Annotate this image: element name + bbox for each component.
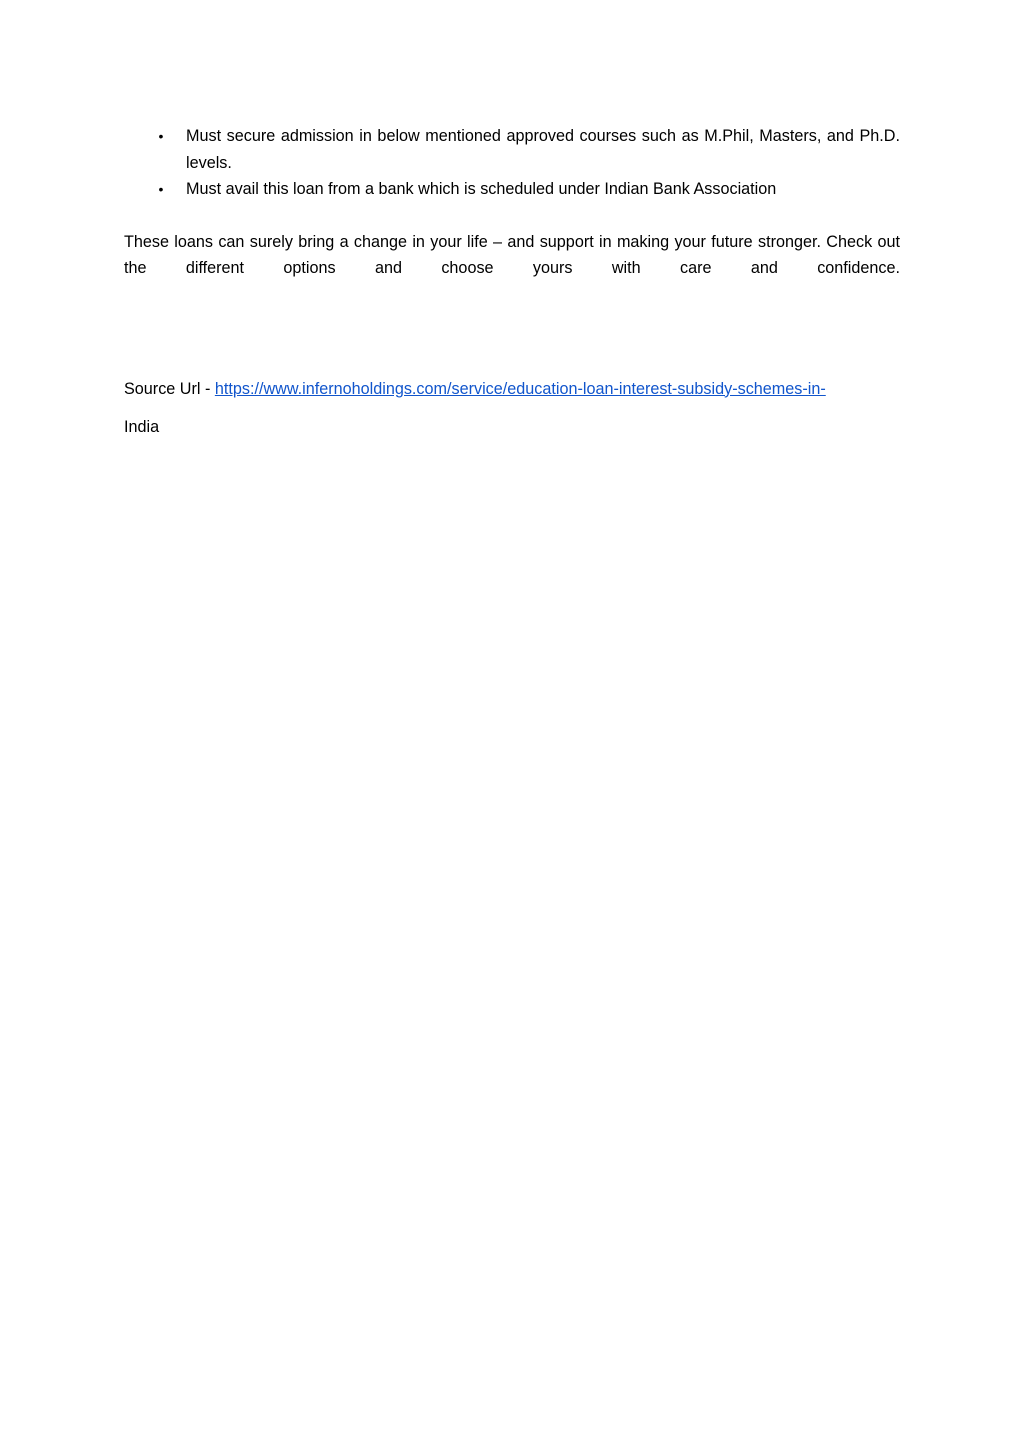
page-content xyxy=(124,123,900,441)
list-item xyxy=(124,176,900,203)
source-line xyxy=(124,376,900,403)
bullet-icon: • xyxy=(158,128,164,144)
source-link[interactable]: https://www.infernoholdings.com/service/education-loan-interest-subsidy-schemes-in- xyxy=(214,379,826,398)
list-item-text: Must secure admission in below mentioned approved courses such as M.Phil, Masters, and Ph.D. levels. xyxy=(186,127,900,172)
eligibility-list xyxy=(124,123,900,203)
closing-paragraph: These loans can surely bring a change in your life – and support in making your future stronger. Check out the different options and choose yours with care and confidence. xyxy=(124,232,900,277)
source-link-continuation: India xyxy=(124,418,160,436)
bullet-icon: • xyxy=(158,181,164,197)
list-item xyxy=(124,123,900,176)
blank-space xyxy=(124,282,900,376)
source-label: Source Url - xyxy=(124,379,215,398)
list-item-text: Must avail this loan from a bank which is scheduled under Indian Bank Association xyxy=(186,180,777,198)
